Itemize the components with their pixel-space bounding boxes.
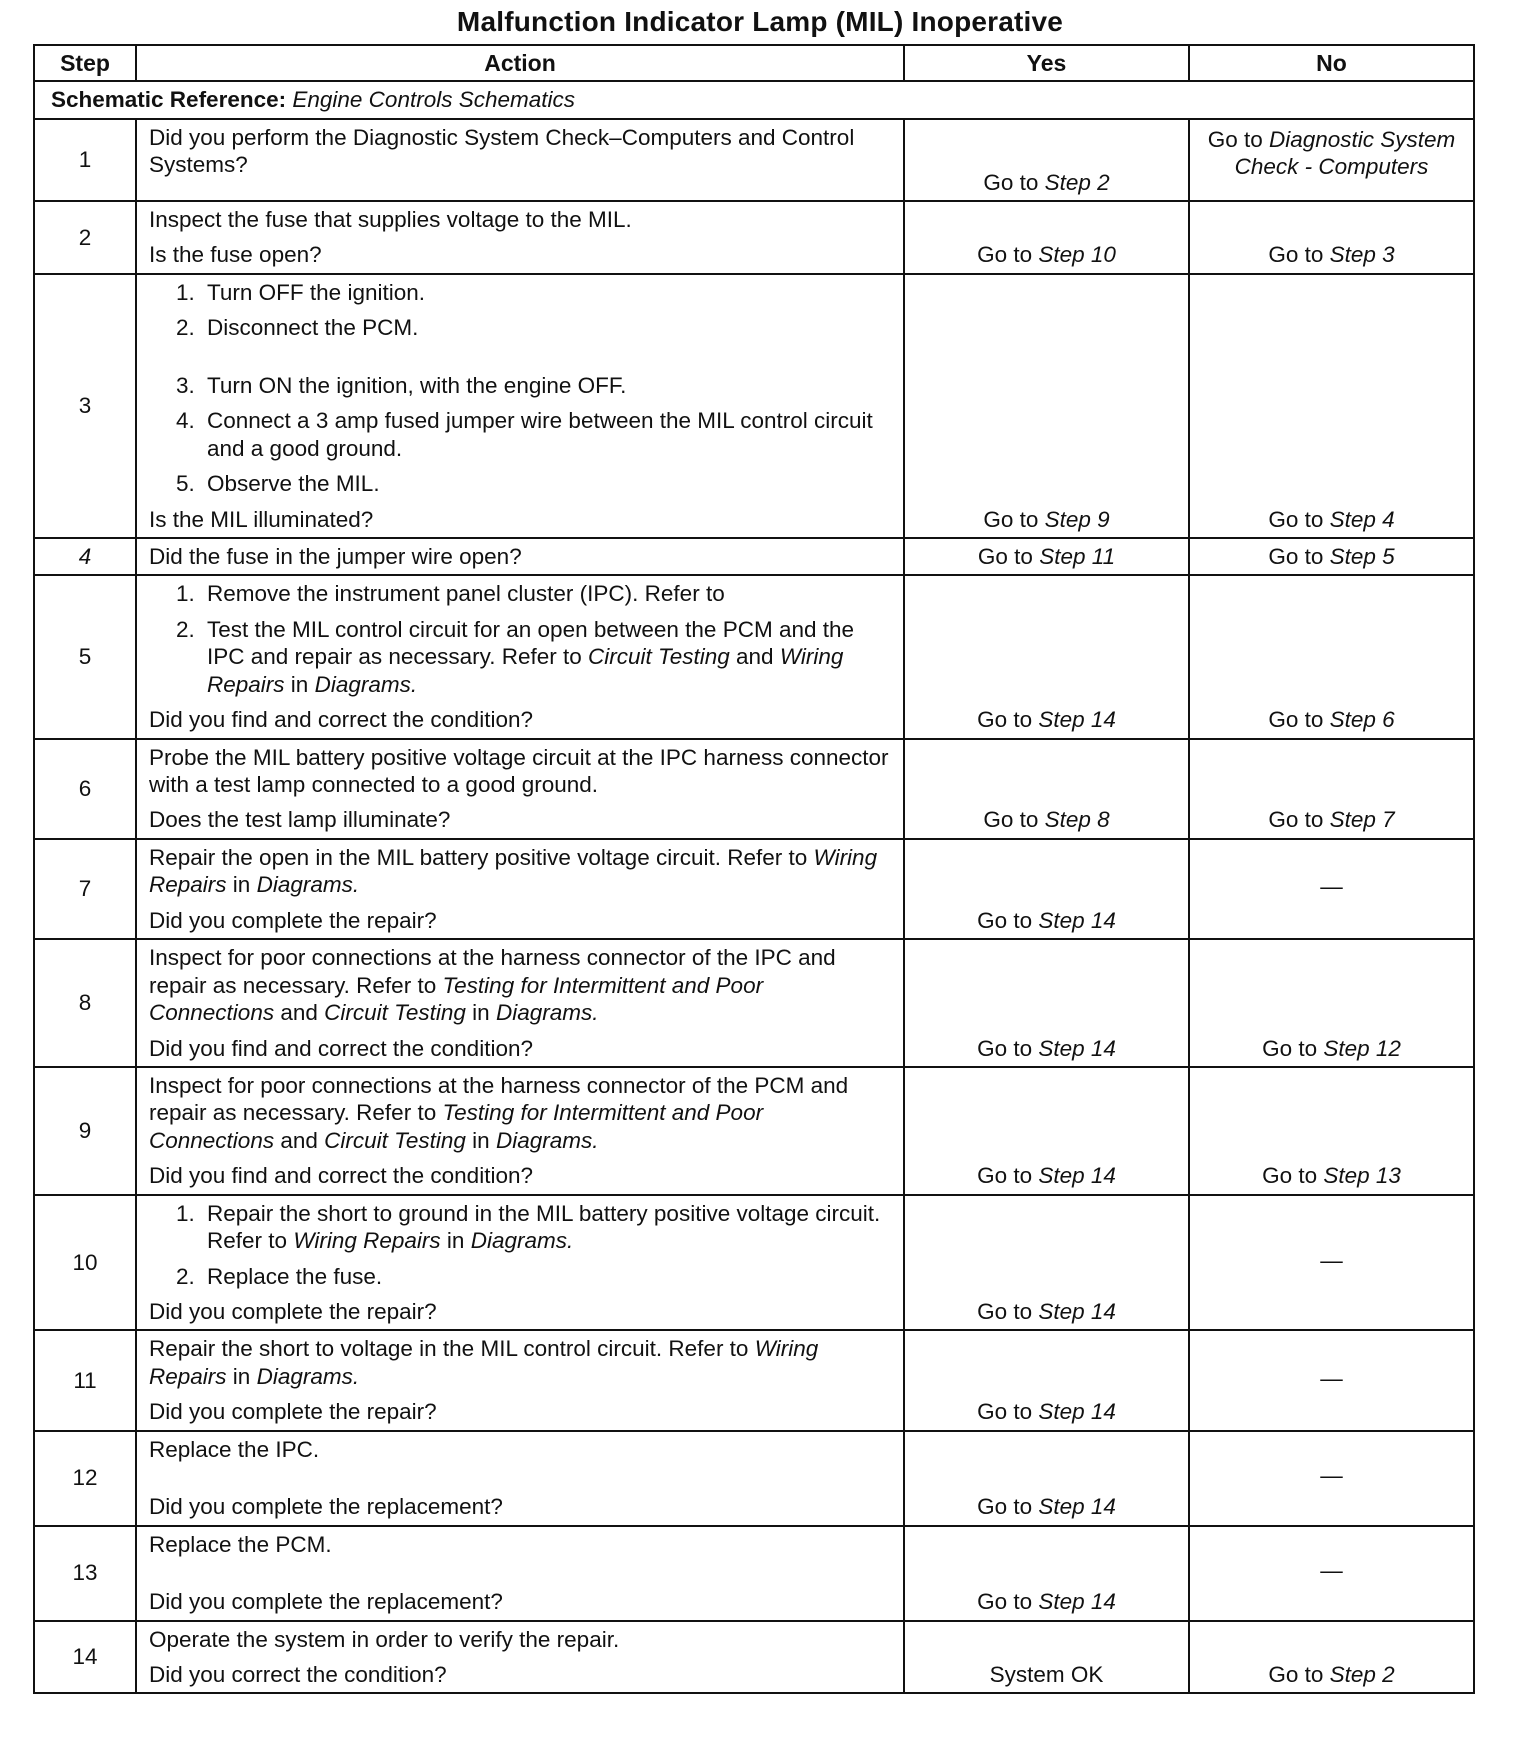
step-number-text: 4	[78, 543, 92, 569]
action-question: Did you find and correct the condition?	[149, 707, 533, 733]
no-step-link[interactable]: Step 4	[1329, 506, 1395, 532]
step-number: 13	[34, 1526, 136, 1621]
step-number: 6	[34, 739, 136, 839]
action-list-item	[201, 1200, 893, 1255]
action-text: Did the fuse in the jumper wire open?	[149, 543, 522, 569]
yes-cell	[904, 739, 1189, 839]
step-number: 2	[34, 201, 136, 274]
yes-prefix: Go to	[983, 506, 1039, 532]
reference-link[interactable]: Circuit Testing	[324, 1000, 466, 1026]
reference-link[interactable]: Wiring Repairs	[149, 844, 878, 898]
header-action: Action	[136, 45, 904, 81]
connector-text: in	[290, 671, 309, 697]
yes-cell	[904, 839, 1189, 939]
no-step-link[interactable]: Step 7	[1329, 807, 1395, 833]
schematic-label: Schematic Reference:	[51, 87, 287, 113]
action-list-item: 1. Turn OFF the ignition.	[201, 279, 893, 306]
action-list-item: 5. Observe the MIL.	[201, 470, 893, 497]
action-text: Operate the system in order to verify the repair.	[149, 1626, 620, 1652]
no-cell	[1189, 575, 1474, 738]
no-cell	[1189, 538, 1474, 575]
no-prefix: Go to	[1268, 242, 1324, 268]
action-question: Did you complete the replacement?	[149, 1494, 503, 1520]
action-question: Is the fuse open?	[149, 242, 322, 268]
action-list-item: 1. Remove the instrument panel cluster (IPC). Refer to	[201, 580, 893, 607]
action-list-item: 2. Disconnect the PCM.	[201, 314, 893, 341]
action-question: Did you complete the repair?	[149, 907, 437, 933]
yes-prefix: Go to	[977, 707, 1033, 733]
action-text-part: Inspect for poor connections at the harness connector of the IPC and repair as necessary. Refer to	[149, 945, 836, 998]
no-step-link[interactable]: Step 3	[1329, 242, 1395, 268]
connector-text: and	[736, 644, 774, 670]
reference-link[interactable]: Diagrams.	[256, 1363, 360, 1389]
action-question: Did you correct the condition?	[149, 1661, 447, 1687]
connector-text: in	[232, 1363, 251, 1389]
step-number: 10	[34, 1195, 136, 1331]
yes-prefix: Go to	[977, 907, 1033, 933]
no-prefix: Go to	[1262, 1035, 1318, 1061]
step-row-5	[34, 575, 1474, 738]
no-prefix: Go to	[1268, 543, 1324, 569]
step-number: 1	[34, 119, 136, 201]
action-text: Replace the IPC.	[149, 1436, 320, 1462]
yes-prefix: Go to	[977, 1163, 1033, 1189]
no-cell: —	[1189, 1431, 1474, 1526]
diagnostic-table	[33, 44, 1475, 1694]
no-reference-link[interactable]: Diagnostic System Check - Computers	[1234, 127, 1456, 180]
step-row-12	[34, 1431, 1474, 1526]
action-list	[149, 279, 893, 498]
yes-cell	[904, 575, 1189, 738]
action-text: Replace the PCM.	[149, 1531, 332, 1557]
connector-text: in	[232, 872, 251, 898]
step-number: 7	[34, 839, 136, 939]
yes-cell	[904, 1067, 1189, 1195]
no-prefix: Go to	[1207, 127, 1263, 152]
no-prefix: Go to	[1268, 1661, 1324, 1687]
step-row-10	[34, 1195, 1474, 1331]
yes-cell	[904, 1195, 1189, 1331]
step-row-3	[34, 274, 1474, 538]
no-cell: —	[1189, 1330, 1474, 1430]
yes-step-link[interactable]: Step 14	[1038, 707, 1116, 733]
step-number: 9	[34, 1067, 136, 1195]
no-cell	[1189, 939, 1474, 1067]
page-title: Malfunction Indicator Lamp (MIL) Inoperative	[456, 6, 1064, 37]
action-list	[149, 580, 893, 698]
step-row-2	[34, 201, 1474, 274]
schematic-link[interactable]: Engine Controls Schematics	[292, 87, 576, 113]
yes-cell	[904, 1330, 1189, 1430]
reference-link[interactable]: Testing for Intermittent and Poor Connections	[149, 972, 764, 1026]
yes-prefix: Go to	[977, 1494, 1033, 1520]
reference-link[interactable]: Diagrams.	[256, 872, 360, 898]
yes-step-link[interactable]: Step 14	[1038, 907, 1116, 933]
reference-link[interactable]: Circuit Testing	[324, 1127, 466, 1153]
connector-text: in	[472, 1127, 490, 1153]
yes-prefix: Go to	[977, 1399, 1033, 1425]
action-text	[149, 944, 893, 1026]
step-row-8	[34, 939, 1474, 1067]
yes-step-link[interactable]: Step 14	[1038, 1494, 1116, 1520]
yes-prefix: Go to	[983, 807, 1039, 833]
no-prefix: Go to	[1268, 506, 1324, 532]
action-text-part: Repair the open in the MIL battery positive voltage circuit. Refer to	[149, 844, 808, 870]
no-cell	[1189, 1067, 1474, 1195]
step-number: 14	[34, 1621, 136, 1694]
yes-cell	[904, 939, 1189, 1067]
reference-link[interactable]: Wiring Repairs	[207, 644, 844, 697]
action-question: Did you complete the repair?	[149, 1299, 437, 1324]
step-row-13	[34, 1526, 1474, 1621]
yes-cell	[904, 274, 1189, 538]
yes-step-link[interactable]: Step 14	[1038, 1035, 1116, 1061]
action-question: Did you complete the replacement?	[149, 1589, 503, 1615]
connector-text: and	[280, 1127, 318, 1153]
yes-cell	[904, 1526, 1189, 1621]
step-row-6	[34, 739, 1474, 839]
no-prefix: Go to	[1268, 807, 1324, 833]
reference-link[interactable]: Diagrams.	[495, 1000, 599, 1026]
step-row-14	[34, 1621, 1474, 1694]
action-text: Repair the short to ground in the MIL battery positive voltage circuit. Refer to	[207, 1200, 881, 1254]
action-question: Did you find and correct the condition?	[149, 1035, 533, 1061]
no-cell: —	[1189, 839, 1474, 939]
step-number: 12	[34, 1431, 136, 1526]
yes-cell	[904, 119, 1189, 201]
no-cell	[1189, 119, 1474, 201]
header-row	[34, 45, 1474, 81]
header-yes: Yes	[904, 45, 1189, 81]
no-step-link[interactable]: Step 6	[1329, 707, 1395, 733]
yes-step-link[interactable]: Step 2	[1044, 169, 1110, 195]
yes-step-link[interactable]: Step 10	[1038, 242, 1116, 268]
yes-step-link[interactable]: Step 9	[1044, 506, 1110, 532]
no-cell: —	[1189, 1195, 1474, 1331]
step-number: 5	[34, 575, 136, 738]
no-step-link[interactable]: Step 13	[1323, 1163, 1401, 1189]
connector-text: in	[472, 1000, 490, 1026]
no-cell	[1189, 739, 1474, 839]
reference-link[interactable]: Diagrams.	[470, 1228, 574, 1254]
no-cell	[1189, 201, 1474, 274]
action-question: Is the MIL illuminated?	[149, 506, 374, 532]
yes-cell	[904, 201, 1189, 274]
yes-cell	[904, 1431, 1189, 1526]
yes-step-link[interactable]: Step 14	[1038, 1299, 1116, 1324]
yes-prefix: Go to	[977, 1035, 1033, 1061]
yes-step-link[interactable]: Step 11	[1039, 543, 1116, 569]
step-row-7	[34, 839, 1474, 939]
yes-prefix: Go to	[977, 1299, 1033, 1324]
yes-step-link[interactable]: Step 14	[1038, 1399, 1116, 1425]
step-row-9	[34, 1067, 1474, 1195]
connector-text: in	[446, 1228, 465, 1254]
action-text: Test the MIL control circuit for an open between the PCM and the IPC and repair as necessary. Refer to	[207, 616, 855, 670]
reference-link[interactable]: Testing for Intermittent and Poor Connections	[149, 1100, 764, 1153]
yes-prefix: Go to	[983, 169, 1039, 195]
connector-text: and	[280, 1000, 318, 1026]
schematic-reference-row	[34, 81, 1474, 119]
no-step-link[interactable]: Step 5	[1329, 543, 1395, 569]
action-text: Did you perform the Diagnostic System Check–Computers and Control Systems?	[149, 125, 855, 178]
step-number	[34, 538, 136, 575]
action-text	[149, 1072, 893, 1154]
no-cell	[1189, 1621, 1474, 1694]
action-list	[149, 1200, 893, 1290]
action-question: Did you find and correct the condition?	[149, 1163, 533, 1189]
yes-cell: System OK	[904, 1621, 1189, 1694]
action-question: Did you complete the repair?	[149, 1399, 437, 1425]
step-number: 8	[34, 939, 136, 1067]
action-list-item: 3. Turn ON the ignition, with the engine OFF.	[201, 372, 893, 399]
action-list-item: 2. Replace the fuse.	[201, 1263, 893, 1290]
action-text: Probe the MIL battery positive voltage circuit at the IPC harness connector with a test lamp connected to a good ground.	[149, 744, 889, 797]
step-row-11	[34, 1330, 1474, 1430]
action-list-item	[201, 616, 893, 698]
yes-step-link[interactable]: Step 14	[1038, 1163, 1116, 1189]
action-text	[149, 1335, 893, 1390]
no-prefix: Go to	[1268, 707, 1324, 733]
step-number: 11	[34, 1330, 136, 1430]
action-text	[149, 844, 893, 899]
no-step-link[interactable]: Step 2	[1329, 1661, 1395, 1687]
yes-prefix: Go to	[977, 1589, 1033, 1615]
step-number: 3	[34, 274, 136, 538]
no-step-link[interactable]: Step 12	[1323, 1035, 1401, 1061]
yes-cell	[904, 538, 1189, 575]
header-no: No	[1189, 45, 1474, 81]
yes-step-link[interactable]: Step 8	[1044, 807, 1110, 833]
action-list-item: 4. Connect a 3 amp fused jumper wire between the MIL control circuit and a good ground.	[201, 407, 893, 462]
yes-prefix: Go to	[977, 543, 1033, 569]
reference-link[interactable]: Diagrams.	[314, 671, 418, 697]
action-text-part: Inspect for poor connections at the harness connector of the PCM and repair as necessary. Refer to	[149, 1072, 849, 1126]
action-question: Does the test lamp illuminate?	[149, 807, 451, 833]
action-text-part: Repair the short to voltage in the MIL control circuit. Refer to	[149, 1336, 749, 1362]
no-cell: —	[1189, 1526, 1474, 1621]
no-cell	[1189, 274, 1474, 538]
step-row-1	[34, 119, 1474, 201]
no-prefix: Go to	[1262, 1163, 1318, 1189]
reference-link[interactable]: Wiring Repairs	[293, 1228, 441, 1254]
yes-step-link[interactable]: Step 14	[1038, 1589, 1116, 1615]
action-text: Inspect the fuse that supplies voltage to the MIL.	[149, 207, 632, 232]
reference-link[interactable]: Wiring Repairs	[149, 1336, 819, 1389]
reference-link[interactable]: Circuit Testing	[588, 644, 730, 670]
reference-link[interactable]: Diagrams.	[495, 1127, 599, 1153]
step-row-4	[34, 538, 1474, 575]
yes-prefix: Go to	[977, 242, 1033, 268]
header-step: Step	[34, 45, 136, 81]
